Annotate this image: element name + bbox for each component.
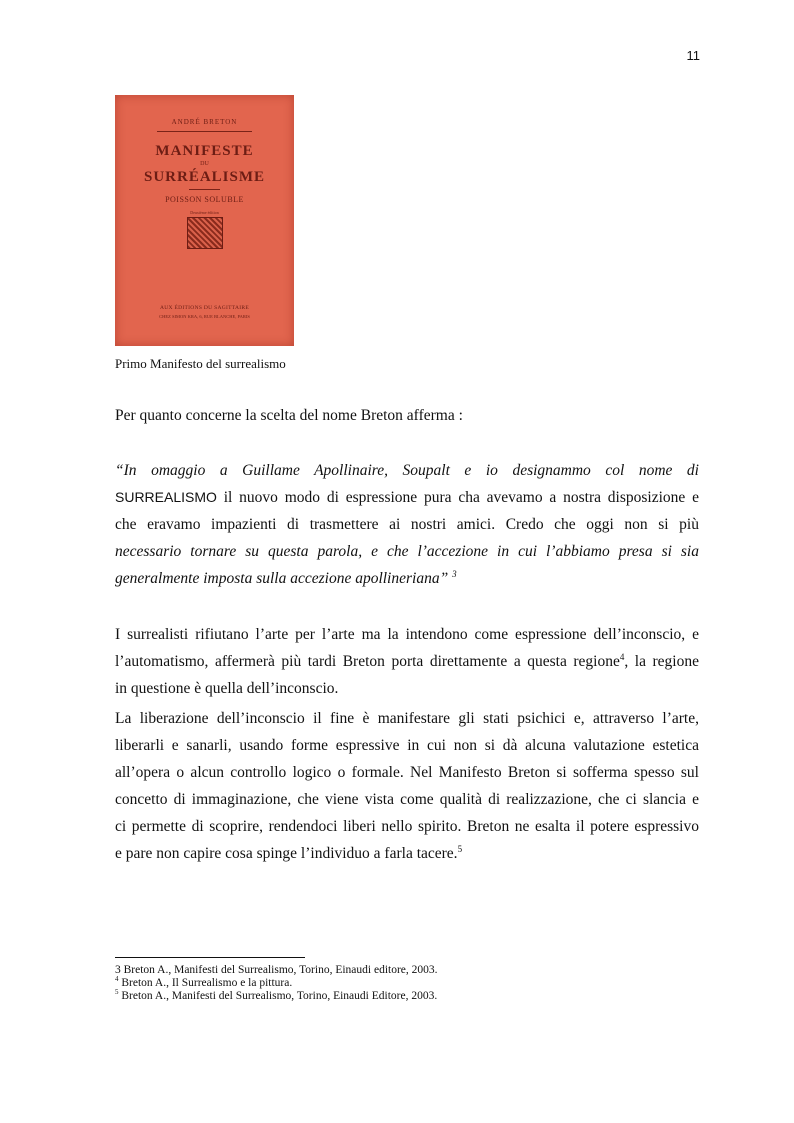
footnote-mark: 5 — [115, 988, 119, 997]
footnote-mark: 3 — [115, 964, 121, 976]
figure-caption: Primo Manifesto del surrealismo — [115, 356, 286, 371]
cover-title-du: DU — [200, 161, 209, 167]
text-line — [115, 840, 699, 867]
cover-edition: Deuxième édition — [190, 210, 219, 215]
cover-emblem-icon — [187, 217, 223, 249]
text-line: La liberazione dell’inconscio il fine è manifestare gli stati psichici e, attraverso l’arte, — [115, 710, 699, 727]
text-line: ci permette di scoprire, rendendoci liberi nello spirito. Breton ne esalta il potere espressivo — [115, 818, 699, 835]
quote-line-rest: tornare su questa parola, e che l’accezione in cui l’abbiamo presa si sia — [181, 543, 699, 560]
cover-publisher: AUX ÉDITIONS DU SAGITTAIRE — [159, 305, 250, 311]
quote-line — [115, 484, 699, 511]
footnote-ref-5[interactable]: 5 — [457, 843, 463, 854]
quote-word: necessario — [115, 543, 182, 560]
footnotes — [115, 964, 438, 1003]
footnote-mark: 4 — [115, 975, 119, 984]
footnote-ref-4[interactable]: 4 — [619, 651, 625, 662]
cover-rule — [157, 131, 252, 132]
text-line: in questione è quella dell’inconscio. — [115, 680, 339, 697]
footnote-text: Breton A., Manifesti del Surrealismo, Torino, Einaudi Editore, 2003. — [118, 990, 438, 1002]
text-line: Per quanto concerne la scelta del nome Breton afferma : — [115, 407, 463, 424]
quote-line — [115, 538, 699, 565]
cover-publisher-address: CHEZ SIMON KRA, 6, RUE BLANCHE, PARIS — [159, 314, 250, 319]
text-line — [115, 648, 699, 675]
text-line: all’opera o alcun controllo logico o formale. Nel Manifesto Breton si sofferma spesso sul — [115, 764, 699, 781]
quote-line: “In omaggio a Guillame Apollinaire, Soupalt e io designammo col nome di — [115, 462, 699, 479]
footnote-5 — [115, 990, 438, 1003]
book-cover-image — [115, 95, 294, 346]
footnote-text: Breton A., Il Surrealismo e la pittura. — [118, 977, 293, 989]
quote-line — [115, 565, 699, 592]
text-line: liberarli e sanarli, usando forme espressive in cui non si dà alcuna valutazione estetica — [115, 737, 699, 754]
footnote-separator — [115, 957, 305, 958]
text-segment: , la regione — [624, 653, 699, 670]
liberation-paragraph — [115, 705, 699, 867]
intro-paragraph — [115, 402, 699, 429]
quote-line-text: generalmente imposta sulla accezione apollineriana” — [115, 570, 449, 587]
footnote-4 — [115, 977, 438, 990]
text-line: I surrealisti rifiutano l’arte per l’arte ma la intendono come espressione dell’inconscio, e — [115, 626, 699, 643]
footnote-text: Breton A., Manifesti del Surrealismo, Torino, Einaudi editore, 2003. — [120, 964, 438, 976]
quote-line: che eravamo impazienti di trasmettere ai nostri amici. Credo che oggi non si più — [115, 516, 699, 533]
surrealism-paragraph — [115, 621, 699, 702]
text-segment: l’automatismo, affermerà più tardi Breton porta direttamente a questa regione — [115, 653, 620, 670]
text-segment: e pare non capire cosa spinge l’individuo a farla tacere. — [115, 845, 458, 862]
breton-quote — [115, 457, 699, 592]
quote-line-rest: il nuovo modo di espressione pura cha avevamo a nostra disposizione e — [216, 489, 699, 506]
cover-title-line2: SURRÉALISME — [143, 169, 266, 185]
page-number: 11 — [686, 48, 700, 63]
cover-author: ANDRÉ BRETON — [171, 118, 238, 126]
text-line: concetto di immaginazione, che viene vista come qualità di realizzazione, che ci slancia e — [115, 791, 699, 808]
surrealismo-word: SURREALISMO — [115, 489, 217, 505]
cover-rule — [189, 189, 220, 190]
footnote-ref-3[interactable]: 3 — [452, 568, 457, 579]
footnote-3 — [115, 964, 438, 977]
cover-title-line1: MANIFESTE — [155, 143, 254, 159]
cover-subtitle: POISSON SOLUBLE — [165, 195, 244, 204]
